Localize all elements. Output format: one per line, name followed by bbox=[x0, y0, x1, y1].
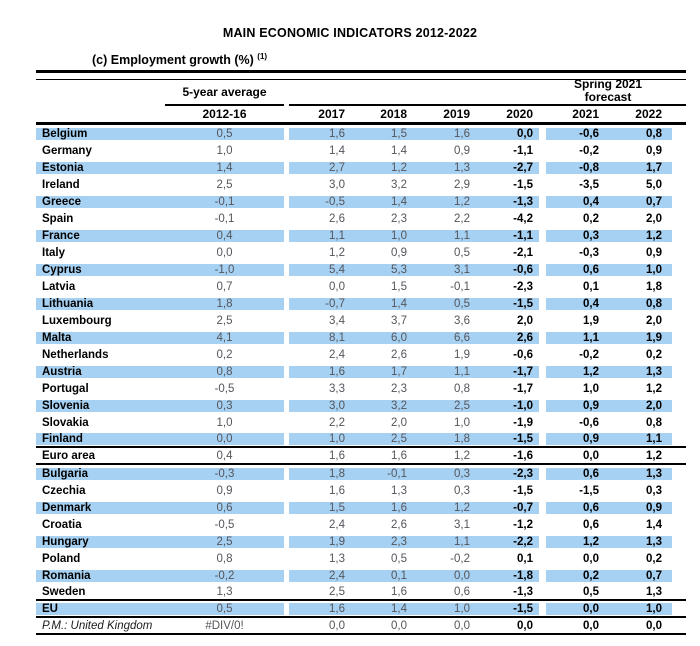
footnote-marker: (1) bbox=[257, 52, 268, 61]
value-2017: 0,0 bbox=[329, 280, 345, 293]
value-2021: 1,2 bbox=[546, 536, 609, 548]
value-2019: -0,2 bbox=[450, 552, 470, 565]
value-2021: -3,5 bbox=[579, 178, 599, 191]
value-2012-16: 0,5 bbox=[165, 128, 284, 140]
value-2018: 1,7 bbox=[351, 366, 413, 378]
value-2019: 1,9 bbox=[454, 348, 470, 361]
country-label: Czechia bbox=[42, 484, 86, 497]
value-2019: 3,6 bbox=[454, 314, 470, 327]
value-2018: 1,5 bbox=[391, 280, 407, 293]
value-2020: -2,3 bbox=[513, 280, 533, 293]
value-2019: 2,2 bbox=[454, 212, 470, 225]
value-2019: 0,5 bbox=[454, 246, 470, 259]
value-2012-16: 1,4 bbox=[165, 162, 284, 174]
value-2020: 2,0 bbox=[517, 314, 533, 327]
col-header-2020: 2020 bbox=[506, 107, 533, 121]
table-row bbox=[36, 380, 686, 397]
table-row bbox=[36, 601, 686, 618]
value-2017: 2,6 bbox=[329, 212, 345, 225]
value-2021: 1,1 bbox=[546, 332, 609, 344]
value-2020: -1,3 bbox=[476, 196, 539, 208]
value-2021: -0,6 bbox=[546, 128, 609, 140]
value-2020: -0,7 bbox=[476, 502, 539, 514]
value-2020: -0,6 bbox=[513, 348, 533, 361]
value-2022: 1,0 bbox=[609, 264, 672, 276]
value-2021: 1,0 bbox=[583, 382, 599, 395]
table-row bbox=[36, 618, 686, 635]
table-row bbox=[36, 584, 686, 601]
value-2021: -0,3 bbox=[579, 246, 599, 259]
value-2018: 1,5 bbox=[351, 128, 413, 140]
value-2018: 1,4 bbox=[351, 298, 413, 310]
value-2022: 0,9 bbox=[646, 144, 662, 157]
value-2020: -2,7 bbox=[476, 162, 539, 174]
table-row bbox=[36, 176, 686, 193]
value-2012-16: 0,4 bbox=[216, 449, 233, 462]
value-2021: 0,9 bbox=[546, 400, 609, 412]
value-2018: 2,6 bbox=[391, 518, 407, 531]
value-2022: 2,0 bbox=[609, 400, 672, 412]
value-2012-16: -0,5 bbox=[214, 518, 235, 531]
value-2018: 2,0 bbox=[391, 416, 407, 429]
country-label: Romania bbox=[36, 570, 165, 582]
value-2017: 1,6 bbox=[329, 449, 345, 462]
value-2017: 1,6 bbox=[329, 484, 345, 497]
value-2021: -1,5 bbox=[579, 484, 599, 497]
country-label: EU bbox=[36, 603, 165, 615]
value-2017: 5,4 bbox=[289, 264, 351, 276]
value-2020: -1,7 bbox=[476, 366, 539, 378]
value-2012-16: 1,0 bbox=[216, 144, 233, 157]
value-2018: 3,2 bbox=[351, 400, 413, 412]
country-label: Finland bbox=[36, 433, 165, 445]
country-label: Denmark bbox=[36, 502, 165, 514]
value-2020: 0,0 bbox=[517, 619, 533, 632]
table-row bbox=[36, 312, 686, 329]
value-2020: -2,3 bbox=[476, 468, 539, 480]
table-row bbox=[36, 193, 686, 210]
value-2019: 0,9 bbox=[454, 144, 470, 157]
value-2019: 1,1 bbox=[413, 230, 476, 242]
value-2022: 1,0 bbox=[609, 603, 672, 615]
value-2022: 1,7 bbox=[609, 162, 672, 174]
value-2021: 0,0 bbox=[583, 619, 599, 632]
country-label: Ireland bbox=[42, 178, 80, 191]
table-row bbox=[36, 516, 686, 533]
value-2022: 0,2 bbox=[646, 348, 662, 361]
value-2022: 0,9 bbox=[646, 246, 662, 259]
value-2017: 1,6 bbox=[289, 603, 351, 615]
value-2012-16: 0,2 bbox=[216, 348, 233, 361]
value-2021: -0,2 bbox=[579, 144, 599, 157]
value-2012-16: 2,5 bbox=[216, 178, 233, 191]
value-2019: 1,2 bbox=[413, 502, 476, 514]
value-2017: 1,8 bbox=[289, 468, 351, 480]
value-2022: 0,8 bbox=[609, 128, 672, 140]
country-label: Estonia bbox=[36, 162, 165, 174]
value-2012-16: -0,3 bbox=[165, 468, 284, 480]
value-2020: -1,1 bbox=[513, 144, 533, 157]
value-2017: 2,4 bbox=[329, 348, 345, 361]
value-2020: 0,1 bbox=[517, 552, 533, 565]
value-2018: 1,2 bbox=[351, 162, 413, 174]
value-2017: 3,4 bbox=[329, 314, 345, 327]
value-2012-16: 0,5 bbox=[165, 603, 284, 615]
value-2022: 0,9 bbox=[609, 502, 672, 514]
value-2017: 3,0 bbox=[289, 400, 351, 412]
value-2017: 1,9 bbox=[289, 536, 351, 548]
country-label: Poland bbox=[42, 552, 81, 565]
page-title: MAIN ECONOMIC INDICATORS 2012-2022 bbox=[222, 26, 478, 40]
value-2018: 0,0 bbox=[391, 619, 407, 632]
country-label: P.M.: United Kingdom bbox=[42, 619, 153, 632]
country-label: Slovakia bbox=[42, 416, 89, 429]
column-group-header-row bbox=[36, 77, 686, 106]
value-2022: 0,3 bbox=[646, 484, 662, 497]
value-2017: 1,3 bbox=[329, 552, 345, 565]
value-2020: -1,7 bbox=[513, 382, 533, 395]
value-2020: -1,5 bbox=[513, 484, 533, 497]
value-2022: 2,0 bbox=[646, 212, 662, 225]
country-label: Hungary bbox=[36, 536, 165, 548]
value-2022: 1,1 bbox=[609, 433, 672, 445]
value-2020: -1,6 bbox=[513, 449, 533, 462]
country-label: Italy bbox=[42, 246, 66, 259]
value-2019: 0,0 bbox=[413, 570, 476, 582]
country-label: Slovenia bbox=[36, 400, 165, 412]
table-row bbox=[36, 431, 686, 448]
value-2022: 1,2 bbox=[646, 382, 662, 395]
value-2022: 1,3 bbox=[609, 468, 672, 480]
value-2019: 1,0 bbox=[454, 416, 470, 429]
country-label: Cyprus bbox=[36, 264, 165, 276]
value-2018: 6,0 bbox=[351, 332, 413, 344]
col-header-2017: 2017 bbox=[318, 107, 345, 121]
value-2012-16: 2,5 bbox=[216, 314, 233, 327]
table-row bbox=[36, 465, 686, 482]
value-2020: -0,6 bbox=[476, 264, 539, 276]
value-2018: 2,3 bbox=[391, 212, 407, 225]
value-2020: 2,6 bbox=[476, 332, 539, 344]
col-header-2021: 2021 bbox=[572, 107, 599, 121]
col-header-2018: 2018 bbox=[380, 107, 407, 121]
table-row bbox=[36, 397, 686, 414]
value-2020: -1,5 bbox=[476, 433, 539, 445]
value-2019: -0,1 bbox=[450, 280, 470, 293]
value-2019: 3,1 bbox=[454, 518, 470, 531]
value-2018: 2,3 bbox=[351, 536, 413, 548]
table-row bbox=[36, 533, 686, 550]
value-2012-16: 0,8 bbox=[216, 552, 233, 565]
table-row bbox=[36, 363, 686, 380]
value-2019: 2,5 bbox=[413, 400, 476, 412]
value-2020: -2,1 bbox=[513, 246, 533, 259]
table-row bbox=[36, 499, 686, 516]
value-2018: 2,6 bbox=[391, 348, 407, 361]
table-row bbox=[36, 244, 686, 261]
value-2022: 1,3 bbox=[609, 536, 672, 548]
value-2021: 0,0 bbox=[583, 552, 599, 565]
col-header-2019: 2019 bbox=[443, 107, 470, 121]
value-2020: -1,2 bbox=[513, 518, 533, 531]
value-2018: 3,7 bbox=[391, 314, 407, 327]
country-label: Austria bbox=[36, 366, 165, 378]
value-2012-16: 0,8 bbox=[165, 366, 284, 378]
value-2020: -1,1 bbox=[476, 230, 539, 242]
year-header-row bbox=[36, 106, 686, 125]
country-label: Greece bbox=[36, 196, 165, 208]
table-row bbox=[36, 210, 686, 227]
value-2012-16: -0,5 bbox=[214, 382, 235, 395]
value-2019: 1,2 bbox=[413, 196, 476, 208]
value-2012-16: 0,7 bbox=[216, 280, 233, 293]
table-row bbox=[36, 295, 686, 312]
value-2019: 1,3 bbox=[413, 162, 476, 174]
value-2022: 1,8 bbox=[646, 280, 662, 293]
value-2021: -0,2 bbox=[579, 348, 599, 361]
group-header-spring-forecast: Spring 2021 forecast bbox=[573, 77, 643, 104]
value-2021: 0,6 bbox=[546, 502, 609, 514]
value-2019: 2,9 bbox=[454, 178, 470, 191]
table-row bbox=[36, 414, 686, 431]
value-2018: 1,4 bbox=[351, 196, 413, 208]
value-2017: 2,5 bbox=[329, 585, 345, 598]
table-row bbox=[36, 346, 686, 363]
value-2017: -0,7 bbox=[289, 298, 351, 310]
value-2012-16: #DIV/0! bbox=[205, 619, 244, 632]
value-2019: 1,6 bbox=[413, 128, 476, 140]
value-2012-16: 4,1 bbox=[165, 332, 284, 344]
value-2021: 0,6 bbox=[546, 468, 609, 480]
col-header-2022: 2022 bbox=[635, 107, 662, 121]
value-2017: 1,6 bbox=[289, 366, 351, 378]
value-2021: 0,6 bbox=[546, 264, 609, 276]
value-2019: 3,1 bbox=[413, 264, 476, 276]
value-2012-16: 1,0 bbox=[216, 416, 233, 429]
value-2018: 1,4 bbox=[391, 144, 407, 157]
value-2012-16: -0,2 bbox=[165, 570, 284, 582]
value-2018: 0,5 bbox=[391, 552, 407, 565]
value-2017: 1,0 bbox=[289, 433, 351, 445]
value-2018: 1,6 bbox=[351, 502, 413, 514]
value-2020: -1,3 bbox=[513, 585, 533, 598]
value-2022: 0,8 bbox=[646, 416, 662, 429]
value-2012-16: -0,1 bbox=[214, 212, 235, 225]
value-2017: 2,4 bbox=[329, 518, 345, 531]
value-2021: 1,9 bbox=[583, 314, 599, 327]
value-2012-16: 0,0 bbox=[165, 433, 284, 445]
table-row bbox=[36, 261, 686, 278]
value-2022: 1,3 bbox=[646, 585, 662, 598]
value-2022: 1,4 bbox=[646, 518, 662, 531]
value-2017: 8,1 bbox=[289, 332, 351, 344]
value-2021: 0,2 bbox=[583, 212, 599, 225]
value-2018: 1,0 bbox=[351, 230, 413, 242]
table-row bbox=[36, 125, 686, 142]
country-label: Portugal bbox=[42, 382, 89, 395]
country-label: Euro area bbox=[42, 449, 96, 462]
value-2018: -0,1 bbox=[351, 468, 413, 480]
table-row bbox=[36, 482, 686, 499]
value-2019: 0,8 bbox=[454, 382, 470, 395]
value-2019: 0,6 bbox=[454, 585, 470, 598]
value-2018: 0,1 bbox=[351, 570, 413, 582]
value-2020: -1,8 bbox=[476, 570, 539, 582]
value-2018: 1,3 bbox=[391, 484, 407, 497]
table-body bbox=[36, 125, 686, 635]
value-2019: 6,6 bbox=[413, 332, 476, 344]
value-2022: 0,7 bbox=[609, 196, 672, 208]
value-2022: 1,2 bbox=[646, 449, 662, 462]
table-row bbox=[36, 567, 686, 584]
value-2019: 0,3 bbox=[413, 468, 476, 480]
value-2018: 3,2 bbox=[391, 178, 407, 191]
country-label: Bulgaria bbox=[36, 468, 165, 480]
value-2017: 3,3 bbox=[329, 382, 345, 395]
country-label: Sweden bbox=[42, 585, 86, 598]
value-2018: 5,3 bbox=[351, 264, 413, 276]
value-2019: 1,2 bbox=[454, 449, 470, 462]
value-2017: 1,6 bbox=[289, 128, 351, 140]
value-2020: -1,9 bbox=[513, 416, 533, 429]
value-2012-16: 2,5 bbox=[165, 536, 284, 548]
value-2012-16: 0,3 bbox=[165, 400, 284, 412]
country-label: Belgium bbox=[36, 128, 165, 140]
value-2021: -0,6 bbox=[579, 416, 599, 429]
group-header-5yr-average: 5-year average bbox=[165, 80, 284, 106]
value-2021: 0,0 bbox=[583, 449, 599, 462]
value-2021: -0,8 bbox=[546, 162, 609, 174]
value-2021: 0,3 bbox=[546, 230, 609, 242]
value-2022: 0,2 bbox=[646, 552, 662, 565]
value-2021: 0,6 bbox=[583, 518, 599, 531]
value-2017: 2,2 bbox=[329, 416, 345, 429]
country-label: France bbox=[36, 230, 165, 242]
value-2017: 2,7 bbox=[289, 162, 351, 174]
table-row bbox=[36, 550, 686, 567]
value-2019: 0,3 bbox=[454, 484, 470, 497]
value-2017: 3,0 bbox=[329, 178, 345, 191]
value-2017: 2,4 bbox=[289, 570, 351, 582]
table-row bbox=[36, 329, 686, 346]
value-2019: 1,1 bbox=[413, 536, 476, 548]
value-2021: 0,4 bbox=[546, 196, 609, 208]
value-2017: 1,2 bbox=[329, 246, 345, 259]
value-2021: 1,2 bbox=[546, 366, 609, 378]
value-2018: 1,6 bbox=[391, 585, 407, 598]
value-2020: -1,0 bbox=[476, 400, 539, 412]
value-2012-16: -0,1 bbox=[165, 196, 284, 208]
table-row bbox=[36, 227, 686, 244]
value-2018: 1,6 bbox=[391, 449, 407, 462]
value-2020: 0,0 bbox=[476, 128, 539, 140]
value-2022: 0,0 bbox=[646, 619, 662, 632]
value-2021: 0,4 bbox=[546, 298, 609, 310]
country-label: Germany bbox=[42, 144, 92, 157]
value-2021: 0,0 bbox=[546, 603, 609, 615]
country-label: Netherlands bbox=[42, 348, 109, 361]
employment-growth-table bbox=[36, 70, 686, 635]
value-2020: -1,5 bbox=[476, 298, 539, 310]
value-2020: -1,5 bbox=[513, 178, 533, 191]
value-2022: 2,0 bbox=[646, 314, 662, 327]
value-2017: 1,1 bbox=[289, 230, 351, 242]
value-2019: 1,1 bbox=[413, 366, 476, 378]
value-2012-16: 1,8 bbox=[165, 298, 284, 310]
value-2021: 0,2 bbox=[546, 570, 609, 582]
table-row bbox=[36, 159, 686, 176]
value-2019: 1,0 bbox=[413, 603, 476, 615]
value-2012-16: 1,3 bbox=[216, 585, 233, 598]
country-label: Spain bbox=[42, 212, 74, 225]
value-2017: 0,0 bbox=[329, 619, 345, 632]
country-label: Luxembourg bbox=[42, 314, 112, 327]
value-2018: 2,3 bbox=[391, 382, 407, 395]
value-2017: 1,5 bbox=[289, 502, 351, 514]
value-2019: 0,0 bbox=[454, 619, 470, 632]
value-2012-16: -1,0 bbox=[165, 264, 284, 276]
value-2017: -0,5 bbox=[289, 196, 351, 208]
country-label: Croatia bbox=[42, 518, 82, 531]
value-2022: 0,7 bbox=[609, 570, 672, 582]
country-label: Lithuania bbox=[36, 298, 165, 310]
section-subtitle bbox=[92, 52, 267, 67]
value-2017: 1,4 bbox=[329, 144, 345, 157]
table-row bbox=[36, 278, 686, 295]
country-label: Latvia bbox=[42, 280, 76, 293]
value-2022: 1,9 bbox=[609, 332, 672, 344]
value-2012-16: 0,6 bbox=[165, 502, 284, 514]
value-2019: 1,8 bbox=[413, 433, 476, 445]
value-2022: 1,2 bbox=[609, 230, 672, 242]
value-2018: 2,5 bbox=[351, 433, 413, 445]
value-2021: 0,5 bbox=[583, 585, 599, 598]
value-2012-16: 0,4 bbox=[165, 230, 284, 242]
value-2022: 0,8 bbox=[609, 298, 672, 310]
value-2018: 0,9 bbox=[391, 246, 407, 259]
col-header-2012-16: 2012-16 bbox=[202, 107, 247, 121]
value-2021: 0,1 bbox=[583, 280, 599, 293]
value-2012-16: 0,0 bbox=[216, 246, 233, 259]
value-2020: -2,2 bbox=[476, 536, 539, 548]
table-row bbox=[36, 448, 686, 465]
value-2020: -4,2 bbox=[513, 212, 533, 225]
country-label: Malta bbox=[36, 332, 165, 344]
value-2022: 5,0 bbox=[646, 178, 662, 191]
value-2021: 0,9 bbox=[546, 433, 609, 445]
value-2018: 1,4 bbox=[351, 603, 413, 615]
section-subtitle-text: (c) Employment growth (%) bbox=[92, 53, 254, 68]
table-row bbox=[36, 142, 686, 159]
value-2012-16: 0,9 bbox=[216, 484, 233, 497]
value-2019: 0,5 bbox=[413, 298, 476, 310]
value-2020: -1,5 bbox=[476, 603, 539, 615]
value-2022: 1,3 bbox=[609, 366, 672, 378]
